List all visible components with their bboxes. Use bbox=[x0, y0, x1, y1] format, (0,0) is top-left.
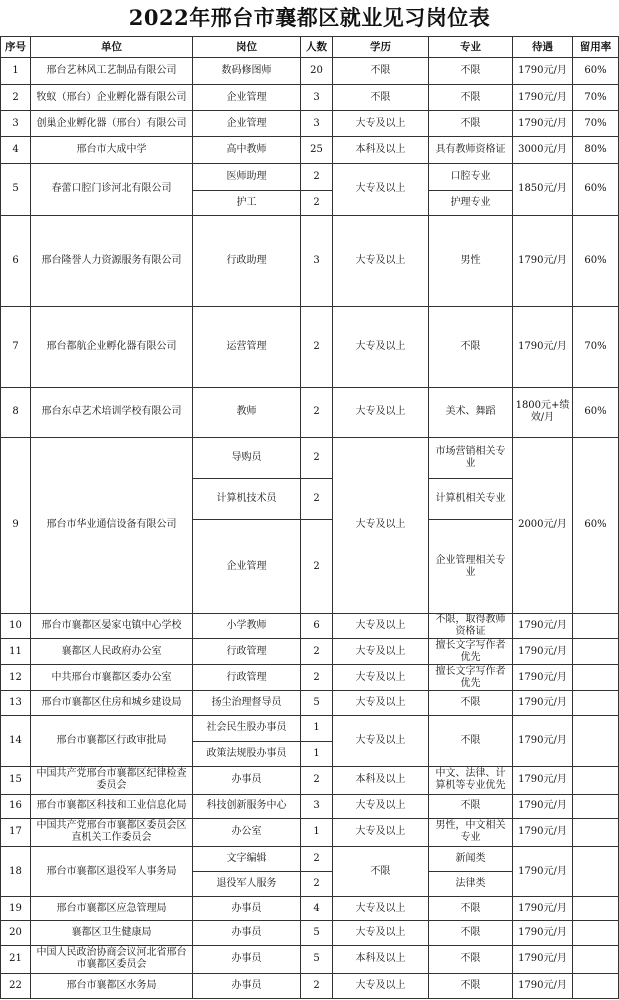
cell-company: 中国共产党邢台市襄都区委员会区直机关工作委员会 bbox=[31, 818, 193, 846]
cell-post: 办事员 bbox=[193, 973, 301, 998]
cell-education: 大专及以上 bbox=[333, 665, 429, 691]
cell-pay: 1850元/月 bbox=[513, 163, 573, 215]
cell-education: 不限 bbox=[333, 847, 429, 897]
header-count: 人数 bbox=[301, 37, 333, 58]
cell-retention bbox=[573, 973, 619, 998]
cell-major: 计算机相关专业 bbox=[429, 479, 513, 520]
cell-retention bbox=[573, 691, 619, 716]
table-row bbox=[1, 111, 619, 137]
cell-no: 16 bbox=[1, 794, 31, 818]
cell-post: 退役军人服务 bbox=[193, 872, 301, 897]
cell-education: 大专及以上 bbox=[333, 973, 429, 998]
cell-pay: 1790元/月 bbox=[513, 215, 573, 306]
cell-company: 襄都区卫生健康局 bbox=[31, 921, 193, 945]
table-row bbox=[1, 794, 619, 818]
cell-no: 7 bbox=[1, 307, 31, 387]
table-row bbox=[1, 766, 619, 794]
cell-major: 不限 bbox=[429, 921, 513, 945]
cell-no: 8 bbox=[1, 387, 31, 437]
cell-no: 19 bbox=[1, 897, 31, 921]
table-row bbox=[1, 665, 619, 691]
cell-pay: 1790元/月 bbox=[513, 766, 573, 794]
header-row bbox=[1, 37, 619, 58]
cell-count: 25 bbox=[301, 137, 333, 163]
cell-major: 擅长文字写作者优先 bbox=[429, 665, 513, 691]
cell-post: 行政管理 bbox=[193, 639, 301, 665]
cell-education: 大专及以上 bbox=[333, 163, 429, 215]
cell-education: 大专及以上 bbox=[333, 613, 429, 638]
cell-count: 2 bbox=[301, 437, 333, 478]
cell-company: 中国人民政治协商会议河北省邢台市襄都区委员会 bbox=[31, 945, 193, 973]
cell-major: 不限 bbox=[429, 897, 513, 921]
cell-pay: 2000元/月 bbox=[513, 437, 573, 613]
cell-count: 2 bbox=[301, 520, 333, 613]
cell-major: 中文、法律、计算机等专业优先 bbox=[429, 766, 513, 794]
cell-major: 具有教师资格证 bbox=[429, 137, 513, 163]
cell-post: 数码修图师 bbox=[193, 58, 301, 85]
cell-post: 高中教师 bbox=[193, 137, 301, 163]
table-row bbox=[1, 818, 619, 846]
cell-pay: 1790元/月 bbox=[513, 691, 573, 716]
cell-post: 办事员 bbox=[193, 921, 301, 945]
cell-pay: 1790元/月 bbox=[513, 818, 573, 846]
cell-retention: 70% bbox=[573, 307, 619, 387]
header-retention: 留用率 bbox=[573, 37, 619, 58]
cell-post: 企业管理 bbox=[193, 85, 301, 111]
cell-major: 口腔专业 bbox=[429, 163, 513, 190]
cell-pay: 3000元/月 bbox=[513, 137, 573, 163]
cell-pay: 1790元/月 bbox=[513, 58, 573, 85]
cell-retention: 60% bbox=[573, 387, 619, 437]
cell-post: 小学教师 bbox=[193, 613, 301, 638]
table-row bbox=[1, 945, 619, 973]
cell-major: 新闻类 bbox=[429, 847, 513, 872]
cell-retention: 70% bbox=[573, 85, 619, 111]
cell-pay: 1790元/月 bbox=[513, 794, 573, 818]
cell-pay: 1790元/月 bbox=[513, 307, 573, 387]
cell-retention bbox=[573, 613, 619, 638]
cell-company: 邢台市襄都区晏家屯镇中心学校 bbox=[31, 613, 193, 638]
cell-company: 襄都区人民政府办公室 bbox=[31, 639, 193, 665]
cell-company: 邢台市襄都区住房和城乡建设局 bbox=[31, 691, 193, 716]
cell-count: 2 bbox=[301, 766, 333, 794]
cell-pay: 1790元/月 bbox=[513, 111, 573, 137]
cell-post: 办公室 bbox=[193, 818, 301, 846]
cell-count: 2 bbox=[301, 872, 333, 897]
cell-company: 牧蚁（邢台）企业孵化器有限公司 bbox=[31, 85, 193, 111]
cell-pay: 1790元/月 bbox=[513, 897, 573, 921]
cell-pay: 1790元/月 bbox=[513, 973, 573, 998]
cell-major: 美术、舞蹈 bbox=[429, 387, 513, 437]
cell-count: 3 bbox=[301, 111, 333, 137]
cell-education: 本科及以上 bbox=[333, 945, 429, 973]
cell-retention bbox=[573, 847, 619, 897]
cell-major: 擅长文字写作者优先 bbox=[429, 639, 513, 665]
cell-pay: 1790元/月 bbox=[513, 665, 573, 691]
cell-no: 14 bbox=[1, 716, 31, 766]
cell-major: 不限 bbox=[429, 691, 513, 716]
cell-retention bbox=[573, 945, 619, 973]
cell-post: 医师助理 bbox=[193, 163, 301, 190]
cell-no: 9 bbox=[1, 437, 31, 613]
cell-count: 5 bbox=[301, 945, 333, 973]
page-title: 2022年邢台市襄都区就业见习岗位表 bbox=[128, 5, 491, 30]
cell-retention: 80% bbox=[573, 137, 619, 163]
cell-major: 不限，取得教师资格证 bbox=[429, 613, 513, 638]
cell-post: 教师 bbox=[193, 387, 301, 437]
cell-education: 大专及以上 bbox=[333, 691, 429, 716]
table-row bbox=[1, 163, 619, 190]
table-row bbox=[1, 691, 619, 716]
cell-major: 男性，中文相关专业 bbox=[429, 818, 513, 846]
cell-count: 20 bbox=[301, 58, 333, 85]
cell-no: 1 bbox=[1, 58, 31, 85]
cell-count: 2 bbox=[301, 307, 333, 387]
header-company: 单位 bbox=[31, 37, 193, 58]
cell-education: 大专及以上 bbox=[333, 818, 429, 846]
cell-pay: 1800元+绩效/月 bbox=[513, 387, 573, 437]
table-row bbox=[1, 716, 619, 741]
cell-post: 行政助理 bbox=[193, 215, 301, 306]
table-row bbox=[1, 58, 619, 85]
cell-company: 邢台市襄都区退役军人事务局 bbox=[31, 847, 193, 897]
cell-major: 不限 bbox=[429, 307, 513, 387]
cell-pay: 1790元/月 bbox=[513, 639, 573, 665]
cell-education: 本科及以上 bbox=[333, 137, 429, 163]
cell-major: 不限 bbox=[429, 85, 513, 111]
cell-post: 政策法规股办事员 bbox=[193, 741, 301, 766]
cell-company: 邢台东卓艺术培训学校有限公司 bbox=[31, 387, 193, 437]
cell-post: 运营管理 bbox=[193, 307, 301, 387]
cell-major: 不限 bbox=[429, 716, 513, 766]
cell-post: 企业管理 bbox=[193, 520, 301, 613]
cell-education: 不限 bbox=[333, 58, 429, 85]
table-row bbox=[1, 307, 619, 387]
cell-no: 15 bbox=[1, 766, 31, 794]
cell-retention: 60% bbox=[573, 163, 619, 215]
cell-company: 邢台隆誉人力资源服务有限公司 bbox=[31, 215, 193, 306]
cell-no: 17 bbox=[1, 818, 31, 846]
cell-no: 3 bbox=[1, 111, 31, 137]
table-row bbox=[1, 215, 619, 306]
cell-count: 1 bbox=[301, 716, 333, 741]
cell-education: 大专及以上 bbox=[333, 387, 429, 437]
cell-company: 邢台市大成中学 bbox=[31, 137, 193, 163]
table-row bbox=[1, 639, 619, 665]
cell-education: 大专及以上 bbox=[333, 307, 429, 387]
cell-post: 行政管理 bbox=[193, 665, 301, 691]
cell-count: 2 bbox=[301, 847, 333, 872]
cell-major: 法律类 bbox=[429, 872, 513, 897]
cell-no: 12 bbox=[1, 665, 31, 691]
table-row bbox=[1, 85, 619, 111]
cell-retention: 60% bbox=[573, 215, 619, 306]
cell-major: 护理专业 bbox=[429, 190, 513, 215]
table-row bbox=[1, 973, 619, 998]
cell-education: 大专及以上 bbox=[333, 921, 429, 945]
cell-company: 创巢企业孵化器（邢台）有限公司 bbox=[31, 111, 193, 137]
cell-education: 大专及以上 bbox=[333, 639, 429, 665]
table-row bbox=[1, 847, 619, 872]
cell-company: 中国共产党邢台市襄都区纪律检查委员会 bbox=[31, 766, 193, 794]
cell-post: 社会民生股办事员 bbox=[193, 716, 301, 741]
cell-retention bbox=[573, 794, 619, 818]
cell-no: 11 bbox=[1, 639, 31, 665]
cell-post: 计算机技术员 bbox=[193, 479, 301, 520]
cell-no: 22 bbox=[1, 973, 31, 998]
header-education: 学历 bbox=[333, 37, 429, 58]
cell-major: 市场营销相关专业 bbox=[429, 437, 513, 478]
cell-count: 3 bbox=[301, 215, 333, 306]
cell-post: 文字编辑 bbox=[193, 847, 301, 872]
header-no: 序号 bbox=[1, 37, 31, 58]
cell-retention bbox=[573, 665, 619, 691]
cell-education: 大专及以上 bbox=[333, 437, 429, 613]
cell-count: 6 bbox=[301, 613, 333, 638]
cell-pay: 1790元/月 bbox=[513, 847, 573, 897]
header-pay: 待遇 bbox=[513, 37, 573, 58]
cell-company: 中共邢台市襄都区委办公室 bbox=[31, 665, 193, 691]
cell-education: 本科及以上 bbox=[333, 766, 429, 794]
cell-education: 不限 bbox=[333, 85, 429, 111]
cell-post: 办事员 bbox=[193, 945, 301, 973]
cell-post: 办事员 bbox=[193, 766, 301, 794]
table-row bbox=[1, 921, 619, 945]
cell-major: 企业管理相关专业 bbox=[429, 520, 513, 613]
cell-post: 扬尘治理督导员 bbox=[193, 691, 301, 716]
cell-post: 办事员 bbox=[193, 897, 301, 921]
cell-count: 2 bbox=[301, 163, 333, 190]
cell-count: 2 bbox=[301, 973, 333, 998]
cell-post: 企业管理 bbox=[193, 111, 301, 137]
table-row bbox=[1, 897, 619, 921]
cell-no: 18 bbox=[1, 847, 31, 897]
cell-post: 护工 bbox=[193, 190, 301, 215]
cell-pay: 1790元/月 bbox=[513, 85, 573, 111]
cell-major: 不限 bbox=[429, 111, 513, 137]
cell-education: 大专及以上 bbox=[333, 897, 429, 921]
cell-retention: 60% bbox=[573, 58, 619, 85]
cell-count: 2 bbox=[301, 665, 333, 691]
cell-count: 4 bbox=[301, 897, 333, 921]
cell-count: 2 bbox=[301, 639, 333, 665]
cell-education: 大专及以上 bbox=[333, 716, 429, 766]
cell-retention bbox=[573, 766, 619, 794]
cell-major: 不限 bbox=[429, 794, 513, 818]
cell-company: 邢台市襄都区科技和工业信息化局 bbox=[31, 794, 193, 818]
cell-major: 不限 bbox=[429, 58, 513, 85]
cell-retention: 70% bbox=[573, 111, 619, 137]
cell-major: 男性 bbox=[429, 215, 513, 306]
cell-count: 5 bbox=[301, 691, 333, 716]
cell-no: 2 bbox=[1, 85, 31, 111]
cell-no: 20 bbox=[1, 921, 31, 945]
cell-no: 4 bbox=[1, 137, 31, 163]
cell-major: 不限 bbox=[429, 945, 513, 973]
cell-education: 大专及以上 bbox=[333, 111, 429, 137]
cell-retention: 60% bbox=[573, 437, 619, 613]
table-row bbox=[1, 387, 619, 437]
cell-count: 3 bbox=[301, 794, 333, 818]
cell-company: 邢台市华业通信设备有限公司 bbox=[31, 437, 193, 613]
cell-company: 邢台艺林风工艺制品有限公司 bbox=[31, 58, 193, 85]
cell-post: 科技创新服务中心 bbox=[193, 794, 301, 818]
cell-education: 大专及以上 bbox=[333, 215, 429, 306]
cell-no: 21 bbox=[1, 945, 31, 973]
table-row bbox=[1, 613, 619, 638]
cell-retention bbox=[573, 639, 619, 665]
cell-count: 2 bbox=[301, 190, 333, 215]
cell-count: 3 bbox=[301, 85, 333, 111]
cell-company: 邢台都航企业孵化器有限公司 bbox=[31, 307, 193, 387]
cell-retention bbox=[573, 716, 619, 766]
cell-major: 不限 bbox=[429, 973, 513, 998]
cell-pay: 1790元/月 bbox=[513, 945, 573, 973]
cell-no: 6 bbox=[1, 215, 31, 306]
cell-company: 春蕾口腔门诊河北有限公司 bbox=[31, 163, 193, 215]
cell-pay: 1790元/月 bbox=[513, 921, 573, 945]
cell-count: 5 bbox=[301, 921, 333, 945]
cell-no: 10 bbox=[1, 613, 31, 638]
cell-count: 1 bbox=[301, 818, 333, 846]
cell-company: 邢台市襄都区应急管理局 bbox=[31, 897, 193, 921]
cell-retention bbox=[573, 897, 619, 921]
cell-no: 5 bbox=[1, 163, 31, 215]
cell-post: 导购员 bbox=[193, 437, 301, 478]
cell-pay: 1790元/月 bbox=[513, 716, 573, 766]
header-post: 岗位 bbox=[193, 37, 301, 58]
cell-company: 邢台市襄都区水务局 bbox=[31, 973, 193, 998]
cell-count: 2 bbox=[301, 479, 333, 520]
cell-count: 1 bbox=[301, 741, 333, 766]
cell-count: 2 bbox=[301, 387, 333, 437]
cell-company: 邢台市襄都区行政审批局 bbox=[31, 716, 193, 766]
cell-education: 大专及以上 bbox=[333, 794, 429, 818]
cell-no: 13 bbox=[1, 691, 31, 716]
cell-retention bbox=[573, 921, 619, 945]
table-row bbox=[1, 137, 619, 163]
cell-retention bbox=[573, 818, 619, 846]
header-major: 专业 bbox=[429, 37, 513, 58]
cell-pay: 1790元/月 bbox=[513, 613, 573, 638]
positions-table bbox=[0, 36, 619, 999]
table-row bbox=[1, 437, 619, 478]
